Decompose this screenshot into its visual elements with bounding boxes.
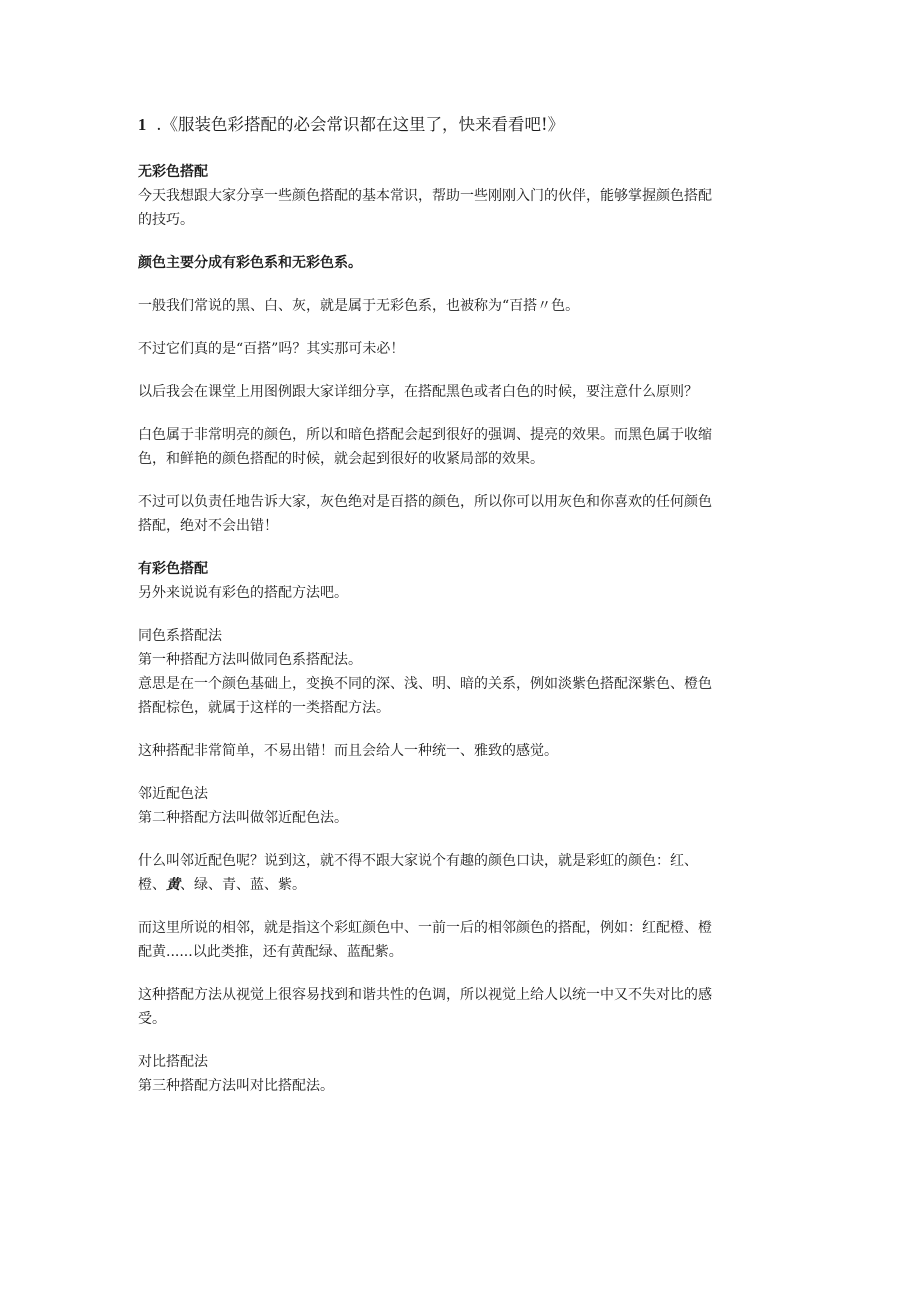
rainbow-text-b: 、绿、青、蓝、紫。 — [180, 877, 306, 893]
paragraph-line: 第一种搭配方法叫做同色系搭配法。 — [138, 652, 362, 668]
rainbow-emphasis-yellow: 黄 — [166, 877, 180, 893]
paragraph-line: 配黄......以此类推，还有黄配绿、蓝配紫。 — [138, 944, 403, 960]
paragraph-line: 什么叫邻近配色呢？说到这，就不得不跟大家说个有趣的颜色口诀，就是彩虹的颜色：红、 — [138, 853, 698, 869]
paragraph-line: 另外来说说有彩色的搭配方法吧。 — [138, 585, 348, 601]
document-page — [138, 112, 778, 1098]
paragraph-line: 这种搭配方法从视觉上很容易找到和谐共性的色调，所以视觉上给人以统一中又不失对比的感 — [138, 987, 712, 1003]
title-text: .《服装色彩搭配的必会常识都在这里了，快来看看吧!》 — [156, 115, 565, 134]
paragraph-line: 意思是在一个颜色基础上，变换不同的深、浅、明、暗的关系，例如淡紫色搭配深紫色、橙色 — [138, 676, 712, 692]
title-number: 1 — [138, 115, 147, 134]
paragraph-line: 第三种搭配方法叫对比搭配法。 — [138, 1078, 334, 1094]
paragraph-line: 不过可以负责任地告诉大家，灰色绝对是百搭的颜色，所以你可以用灰色和你喜欢的任何颜色 — [138, 494, 712, 510]
paragraph-line: 今天我想跟大家分享一些颜色搭配的基本常识，帮助一些刚刚入门的伙伴，能够掌握颜色搭配 — [138, 188, 712, 204]
paragraph-line: 以后我会在课堂上用图例跟大家详细分享，在搭配黑色或者白色的时候，要注意什么原则？ — [138, 384, 698, 400]
subheading-adjacent: 邻近配色法 — [138, 786, 208, 802]
heading-chromatic: 有彩色搭配 — [138, 561, 208, 577]
paragraph-line: 第二种搭配方法叫做邻近配色法。 — [138, 810, 348, 826]
heading-main-classes: 颜色主要分成有彩色系和无彩色系。 — [138, 255, 362, 271]
paragraph-line: 白色属于非常明亮的颜色，所以和暗色搭配会起到很好的强调、提亮的效果。而黑色属于收缩 — [138, 427, 712, 443]
paragraph-line: 不过它们真的是“百搭”吗？其实那可未必！ — [138, 341, 405, 357]
document-title — [138, 112, 778, 138]
paragraph-line: 色，和鲜艳的颜色搭配的时候，就会起到很好的收紧局部的效果。 — [138, 451, 544, 467]
heading-achromatic: 无彩色搭配 — [138, 164, 208, 180]
subheading-contrast: 对比搭配法 — [138, 1054, 208, 1070]
paragraph-line: 一般我们常说的黑、白、灰，就是属于无彩色系，也被称为“百搭〃色。 — [138, 298, 580, 314]
paragraph-line: 搭配，绝对不会出错！ — [138, 518, 278, 534]
rainbow-text-a: 橙、 — [138, 877, 166, 893]
subheading-same-color: 同色系搭配法 — [138, 628, 222, 644]
paragraph-line: 受。 — [138, 1011, 166, 1027]
paragraph-line: 而这里所说的相邻，就是指这个彩虹颜色中、一前一后的相邻颜色的搭配，例如：红配橙、橙 — [138, 920, 712, 936]
paragraph-line: 这种搭配非常简单，不易出错！而且会给人一种统一、雅致的感觉。 — [138, 743, 558, 759]
paragraph-line — [138, 873, 778, 897]
paragraph-line: 的技巧。 — [138, 212, 194, 228]
paragraph-line: 搭配棕色，就属于这样的一类搭配方法。 — [138, 700, 390, 716]
